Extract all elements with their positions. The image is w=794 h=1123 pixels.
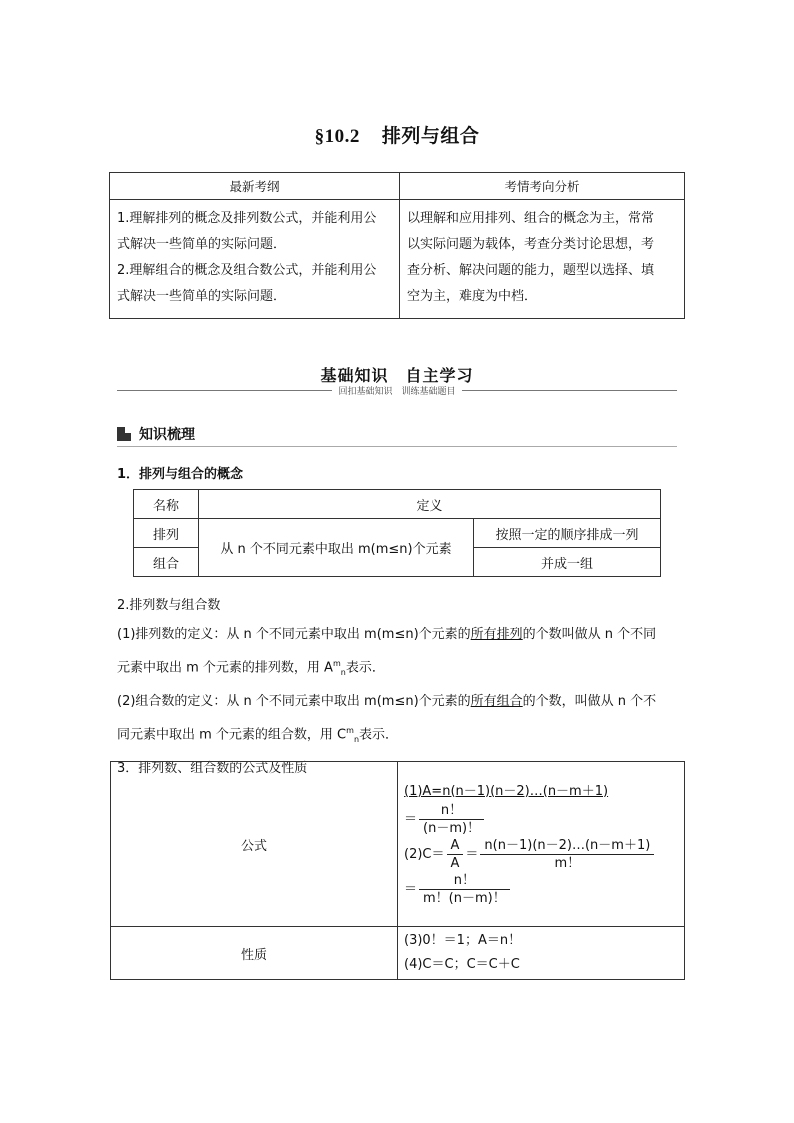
text: (2)C＝: [404, 846, 445, 862]
outline-header-2: 考情考向分析: [400, 173, 685, 200]
text: 的个数叫做从 n 个不同: [522, 627, 657, 642]
text: (2)组合数的定义：从 n 个不同元素中取出 m(m≤n)个元素的: [117, 693, 471, 709]
property-cell: [398, 927, 685, 980]
frac-den: m！(n－m)！: [423, 890, 506, 906]
formula-2: [404, 837, 678, 872]
formula-1b: [404, 802, 678, 837]
text: 表示．: [345, 660, 385, 676]
knowledge-header-text: 知识梳理: [139, 427, 195, 443]
knowledge-header: [117, 424, 195, 444]
property-2: (4)C＝C；C＝C＋C: [404, 957, 520, 972]
text: 元素中取出 m 个元素的排列数，用 A: [117, 660, 333, 676]
underlined-answer: 所有排列: [470, 627, 523, 642]
title-number: §10.2: [314, 126, 360, 147]
combination-def-line: [117, 687, 682, 716]
text: 的个数，叫做从 n 个不: [522, 693, 657, 709]
square-icon: [117, 427, 131, 441]
frac-num: A: [447, 837, 464, 855]
outline-syllabus-cell: [110, 200, 400, 319]
analysis-line: 以实际问题为载体，考查分类讨论思想，考: [407, 237, 655, 252]
formulas-heading: 3．排列数、组合数的公式及性质: [117, 760, 308, 776]
outline-analysis-cell: [400, 200, 685, 319]
permutation-def-line-2: 元素中取出 m 个元素的排列数，用 $A^m_n$表示．: [117, 659, 385, 677]
formula-table: [110, 761, 685, 980]
analysis-line: 以理解和应用排列、组合的概念为主，常常: [407, 211, 655, 226]
row-permutation-def: 按照一定的顺序排成一列: [474, 519, 661, 548]
analysis-line: 查分析、解决问题的能力，题型以选择、填: [407, 263, 655, 278]
section-subtitle: [0, 384, 794, 397]
property-1: (3)0！＝1；A＝n！: [404, 933, 522, 948]
formula-cell: [398, 762, 685, 927]
syllabus-line: 1.理解排列的概念及排列数公式，并能利用公: [117, 211, 377, 226]
property-label: 性质: [111, 927, 398, 980]
analysis-line: 空为主，难度为中档．: [407, 289, 538, 304]
text: (1)排列数的定义：从 n 个不同元素中取出 m(m≤n)个元素的: [117, 627, 471, 642]
shared-definition: 从 n 个不同元素中取出 m(m≤n)个元素: [199, 519, 474, 577]
col-def-header: 定义: [199, 490, 661, 519]
text: 同元素中取出 m 个元素的组合数，用 C: [117, 727, 347, 743]
section-title: 基础知识 自主学习: [320, 366, 474, 385]
formula-label: 公式: [111, 762, 398, 927]
col-name-header: 名称: [134, 490, 199, 519]
row-permutation-name: 排列: [134, 519, 199, 548]
syllabus-line: 式解决一些简单的实际问题．: [117, 237, 287, 252]
row-combination-name: 组合: [134, 548, 199, 577]
frac-den: A: [450, 855, 460, 871]
frac-num: n(n－1)(n－2)…(n－m＋1): [480, 837, 654, 855]
concept-table: [133, 489, 661, 577]
syllabus-line: 式解决一些简单的实际问题．: [117, 289, 287, 304]
numbers-heading: 2.排列数与组合数: [117, 598, 221, 613]
frac-den: (n－m)！: [423, 820, 481, 836]
formula-1: (1)A=n(n－1)(n－2)…(n－m＋1): [404, 783, 609, 799]
outline-table: [109, 172, 685, 319]
text: 表示．: [359, 727, 399, 743]
knowledge-divider: [117, 446, 677, 447]
equals: ＝: [465, 846, 479, 862]
page-title: [0, 121, 794, 148]
combination-def-line-2: 同元素中取出 m 个元素的组合数，用 $C^m_n$表示．: [117, 725, 399, 744]
equals: ＝: [404, 881, 418, 897]
permutation-def-line: [117, 620, 682, 649]
frac-num: n！: [419, 872, 510, 890]
underlined-answer: 所有组合: [470, 693, 523, 709]
outline-header-1: 最新考纲: [110, 173, 400, 200]
formula-2b: [404, 872, 678, 907]
concept-heading: 1．排列与组合的概念: [117, 467, 244, 482]
title-text: 排列与组合: [381, 125, 480, 147]
numbers-block: [117, 591, 682, 783]
frac-den: m！: [554, 855, 581, 871]
syllabus-line: 2.理解组合的概念及组合数公式，并能利用公: [117, 263, 377, 278]
section-subtitle-text: 回扣基础知识 训练基础题目: [332, 387, 461, 397]
equals: ＝: [404, 811, 418, 827]
frac-num: n！: [419, 802, 484, 820]
row-combination-def: 并成一组: [474, 548, 661, 577]
